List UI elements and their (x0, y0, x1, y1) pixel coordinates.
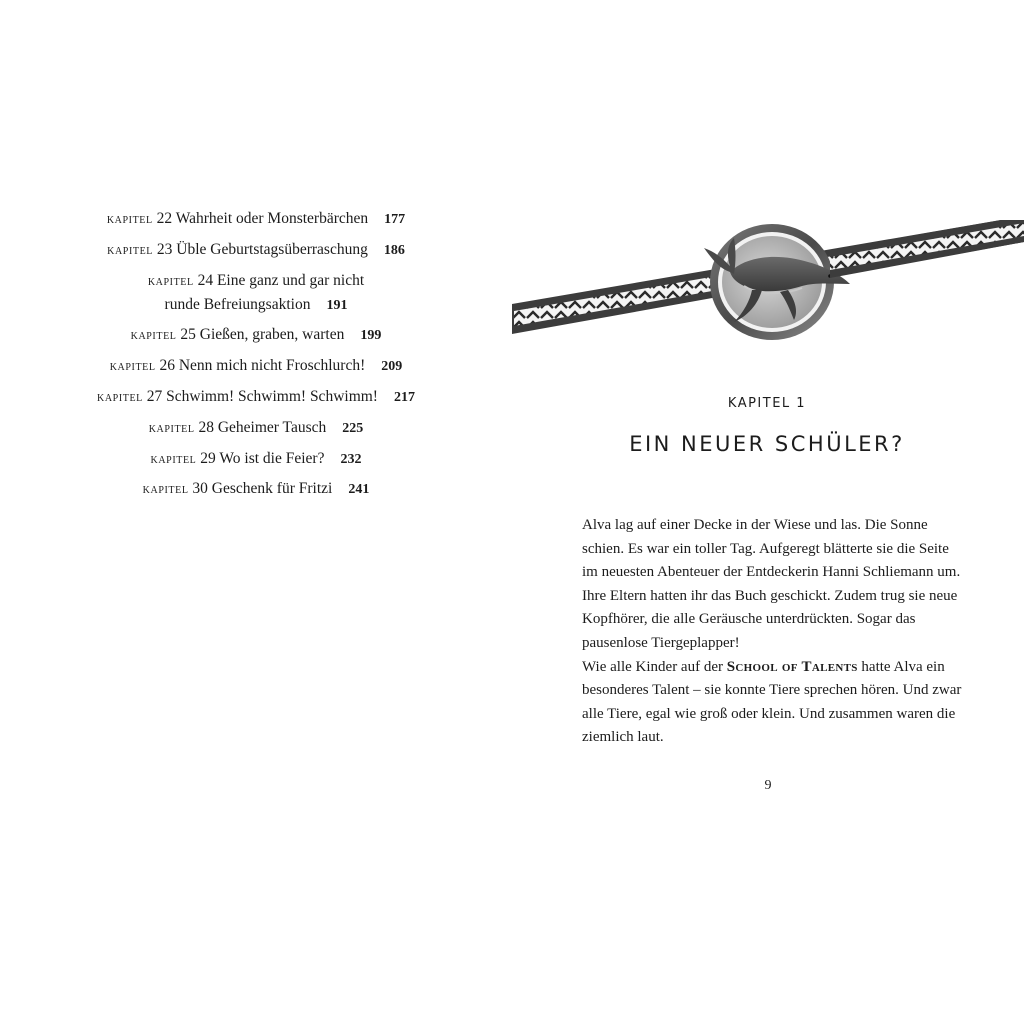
paragraph: Alva lag auf einer Decke in der Wiese und las. Die Sonne schien. Es war ein toller Tag. Aufgeregt blätterte sie die Seite im neuesten Abenteuer der Entdeckerin Hanni Schliemann um. Ihre Eltern hatten ihr das Buch geschickt. Zudem trug sie neue Kopfhörer, die alle Geräusche unterdrückten. Sogar das pausenlose Tiergeplapper! (582, 517, 961, 651)
chapter-body-text (582, 514, 962, 750)
toc-entry (0, 416, 512, 441)
toc-entry (0, 293, 512, 318)
toc-page-number: 199 (360, 328, 382, 344)
toc-chapter-title: Schwimm! Schwimm! Schwimm! (166, 388, 378, 405)
toc-chapter-number: 30 (192, 480, 208, 498)
school-name: School of Talents (726, 658, 858, 675)
toc-page-number: 217 (393, 390, 415, 405)
paragraph-text: Wie alle Kinder auf der (582, 658, 727, 675)
toc-chapter-number: 23 (156, 240, 173, 258)
toc-chapter-title: Eine ganz und gar nicht (216, 271, 365, 289)
toc-chapter-number: 28 (198, 418, 214, 436)
toc-chapter-keyword: kapitel (147, 273, 194, 289)
paragraph (582, 656, 962, 750)
toc-page-number: 191 (326, 297, 348, 313)
page-number: 9 (764, 778, 772, 793)
toc-chapter-keyword: kapitel (107, 242, 154, 258)
toc-entry (0, 207, 512, 232)
toc-entry (0, 354, 512, 379)
whale-emblem-icon (704, 224, 850, 340)
toc-entry (0, 323, 512, 348)
toc-chapter-keyword: kapitel (150, 451, 197, 467)
toc-chapter-number: 25 (180, 326, 196, 344)
toc-chapter-title: runde Befreiungsaktion (164, 295, 311, 313)
toc-chapter-title: Geschenk für Fritzi (211, 480, 333, 498)
toc-chapter-number: 22 (156, 210, 173, 227)
paragraph-text: hatte Alva ein besonderes Talent – sie konnte Tiere sprechen hören. Und zwar alle Tiere, egal wie groß oder klein. Und zusammen waren die ziemlich laut. (582, 658, 962, 746)
toc-chapter-number: 24 (197, 271, 214, 289)
toc-chapter-keyword: kapitel (142, 482, 189, 498)
toc-page-number: 177 (384, 212, 406, 227)
toc-chapter-keyword: kapitel (130, 328, 177, 344)
toc-entry (0, 447, 512, 472)
toc-page-number: 209 (381, 359, 403, 375)
toc-entry (0, 238, 512, 263)
toc-chapter-title: Geheimer Tausch (217, 418, 327, 436)
right-page (512, 0, 1024, 1024)
toc-page-number: 186 (383, 242, 405, 258)
chapter-label: KAPITEL 1 (727, 396, 807, 411)
toc-chapter-title: Nenn mich nicht Froschlurch! (178, 357, 366, 375)
whale-banner-illustration (512, 220, 1024, 360)
chapter-title: EIN NEUER SCHÜLER? (629, 432, 905, 456)
toc-chapter-keyword: kapitel (106, 212, 153, 227)
toc-chapter-title: Gießen, graben, warten (199, 326, 345, 344)
toc-entry (0, 477, 512, 502)
toc-chapter-number: 29 (200, 449, 216, 467)
toc-chapter-keyword: kapitel (97, 390, 143, 405)
toc-entry (0, 269, 512, 294)
toc-page-number: 225 (342, 420, 364, 436)
toc-entry (0, 385, 512, 410)
toc-page-number: 241 (348, 482, 370, 498)
toc-page-number: 232 (340, 451, 362, 467)
banner-band-right (830, 220, 1024, 278)
toc-chapter-title: Wo ist die Feier? (219, 449, 325, 467)
toc-chapter-title: Wahrheit oder Monsterbärchen (175, 210, 369, 227)
toc-chapter-keyword: kapitel (109, 359, 156, 375)
toc-chapter-number: 27 (146, 388, 163, 405)
toc-chapter-number: 26 (159, 357, 175, 375)
toc-chapter-keyword: kapitel (148, 420, 195, 436)
toc-chapter-title: Üble Geburtstagsüberraschung (176, 240, 368, 258)
